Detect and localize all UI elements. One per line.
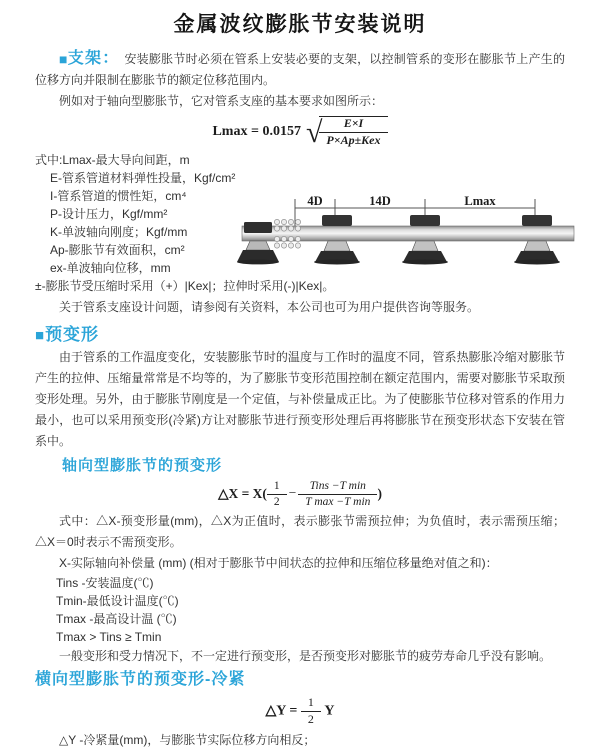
formula-dy-rhs: Y — [324, 703, 335, 719]
axial-note-3: 一般变形和受力情况下，不一定进行预变形，是否预变形对膨胀节的疲劳寿命几乎没有影响。 — [59, 649, 552, 664]
section-square-icon: ■ — [35, 326, 46, 344]
axial-note-2: X-实际轴向补偿量 (mm) (相对于膨胀节中间状态的拉伸和压缩位移量绝对值之和)： — [59, 556, 498, 571]
support-consult-note: 关于管系支座设计问题，请参阅有关资料，本公司也可为用户提供咨询等服务。 — [59, 299, 480, 314]
support-intro-paragraph — [35, 48, 565, 91]
definition-line: K-单波轴向刚度；Kgf/mm — [50, 224, 188, 239]
fraction-denominator: 2 — [267, 494, 287, 509]
one-half-fraction — [301, 696, 321, 727]
lateral-note: △Y -冷紧量(mm)，与膨胀节实际位移方向相反； — [59, 732, 316, 747]
formula-lmax-denominator: P×Ap±Kex — [319, 132, 387, 148]
dim-label-4d: 4D — [307, 194, 323, 208]
formula-delta-y — [35, 696, 565, 727]
fraction-denominator: 2 — [301, 711, 321, 727]
formula-lmax — [35, 116, 565, 148]
formula-lmax-fraction — [319, 116, 387, 148]
definition-line: 式中:Lmax-最大导向间距，m — [35, 152, 190, 167]
lateral-subsection-heading: 横向型膨胀节的预变形-冷紧 — [35, 671, 246, 689]
axial-note-1: 式中：△X-预变形量(mm)，△X为正值时，表示膨张节需预拉伸；为负值时，表示需预压缩；△X＝0时表示不需预变形。 — [35, 514, 565, 550]
minus-operator: − — [288, 485, 297, 501]
preform-body-paragraph: 由于管系的工作温度变化，安装膨胀节时的温度与工作时的温度不同，管系热膨胀冷缩对膨胀节产生的拉伸、压缩量常常是不均等的，为了膨胀节变形范围控制在额定范围内，需要对膨胀节采取预变形处理。另外，由于膨胀节刚度是一个定值，与补偿量成正比。为了使膨胀节位移对管系的作用力最小，也可以采用预变形(冷紧)方让对膨胀节进行预变形处理后再将膨胀节在预变形状态下安装在管系中。 — [35, 349, 565, 448]
formula-delta-x — [35, 480, 565, 509]
formula-lmax-lhs: Lmax = 0.0157 — [212, 124, 301, 140]
pipe-diagram-svg — [240, 192, 588, 280]
section-square-icon: ■ — [59, 51, 68, 67]
definition-line: ex-单波轴向位移，mm — [50, 260, 171, 275]
temperature-fraction — [298, 480, 377, 509]
document-content — [0, 48, 600, 751]
definition-line: Ap-膨胀节有效面积，cm² — [50, 242, 185, 257]
formula-dy-lhs: △Y = — [265, 703, 298, 719]
preform-section-heading — [35, 324, 565, 347]
definition-line: I-管系管道的惯性矩，cm⁴ — [50, 188, 187, 203]
definition-line: ±-膨胀节受压缩时采用（+）|Kex|；拉伸时采用(-)|Kex|。 — [35, 278, 335, 293]
formula-dx-lhs: △X = X( — [218, 485, 267, 501]
formula-dx-rhs: ) — [377, 485, 382, 501]
one-half-fraction — [267, 480, 287, 509]
page-title: 金属波纹膨胀节安装说明 — [173, 13, 427, 36]
support-section-heading: 支架： — [67, 50, 120, 67]
fraction-numerator: Tins −T min — [309, 479, 366, 492]
fraction-denominator: T max −T min — [298, 494, 377, 509]
definition-line: P-设计压力，Kgf/mm² — [50, 206, 168, 221]
dim-label-14d: 14D — [369, 194, 391, 208]
temp-inequality-line: Tmax > Tins ≥ Tmin — [56, 630, 162, 645]
fraction-numerator: 1 — [273, 479, 280, 492]
sqrt-symbol: √ — [305, 115, 323, 149]
temp-definition-line: Tmax -最高设计温 (℃) — [56, 612, 177, 627]
preform-heading-text: 预变形 — [45, 324, 100, 344]
dim-label-lmax: Lmax — [464, 194, 496, 208]
support-intro-text: 安装膨胀节时必须在管系上安装必要的支架，以控制管系的变形在膨胀节上产生的位移方向并限制在膨胀节的额定位移范围内。 — [35, 52, 565, 87]
expansion-joint-support-diagram — [240, 192, 588, 280]
temp-definition-line: Tmin-最低设计温度(℃) — [56, 594, 179, 609]
axial-subsection-heading: 轴向型膨胀节的预变形 — [62, 456, 223, 474]
definition-line: E-管系管道材料弹性投量，Kgf/cm² — [50, 170, 236, 185]
formula-lmax-numerator: E×I — [343, 116, 364, 130]
fraction-numerator: 1 — [307, 695, 314, 710]
temp-definition-line: Tins -安装温度(℃) — [56, 576, 154, 591]
support-example-line: 例如对于轴向型膨胀节，它对管系支座的基本要求如图所示： — [59, 94, 384, 108]
